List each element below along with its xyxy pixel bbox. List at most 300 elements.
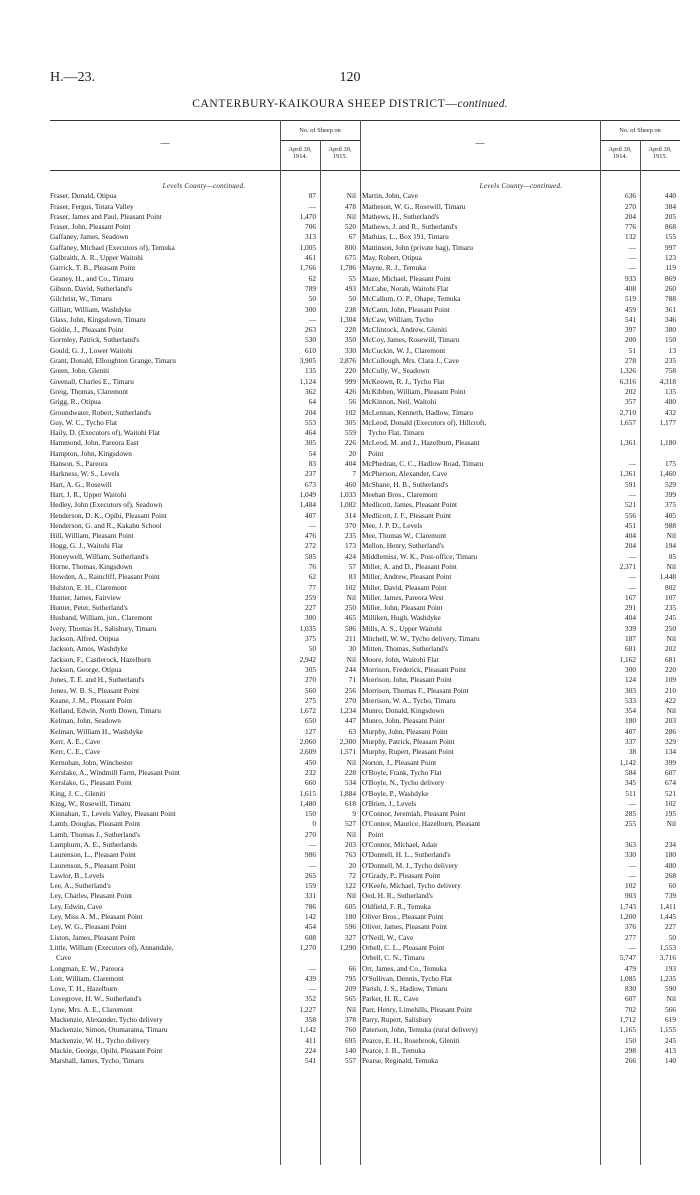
- sheep-1915: 71: [348, 675, 356, 685]
- table-row: [50, 531, 358, 541]
- table-row: [362, 490, 680, 500]
- sheep-1914: 305: [305, 438, 316, 448]
- owner-name: Husband, William, jun., Claremont: [50, 613, 153, 623]
- sheep-1915: 480: [665, 860, 676, 870]
- left-sheep-header: No. of Sheep on: [299, 127, 341, 134]
- table-row: [362, 789, 680, 799]
- owner-name: Mathews, H., Sutherland's: [362, 211, 439, 221]
- owner-name: Grigg, R., Otipua: [50, 397, 101, 407]
- sheep-1915: 211: [345, 634, 356, 644]
- owner-name: Gaffaney, Michael (Executors of), Temuka: [50, 242, 175, 252]
- owner-name: Lott, William, Claremont: [50, 973, 124, 983]
- sheep-1915: 869: [665, 273, 676, 283]
- table-row: [50, 469, 358, 479]
- sheep-1915: 228: [345, 325, 356, 335]
- table-row: [362, 706, 680, 716]
- sheep-1914: 530: [305, 335, 316, 345]
- table-row: [50, 943, 358, 953]
- table-row: [50, 603, 358, 613]
- sheep-1915: 868: [665, 222, 676, 232]
- table-row: [362, 294, 680, 304]
- owner-name: Pearce, J. B., Temuka: [362, 1045, 426, 1055]
- owner-name: Glass, John, Kingsdown, Timaru: [50, 314, 146, 324]
- owner-name: Oed, H. R., Sutherland's: [362, 891, 433, 901]
- sheep-1915: 193: [665, 963, 676, 973]
- sheep-1915: 1,448: [659, 572, 676, 582]
- owner-name: Geaney, H., and Co., Timaru: [50, 273, 134, 283]
- sheep-1915: 270: [345, 695, 356, 705]
- sheep-1914: 363: [625, 840, 636, 849]
- owner-name: McLennan, Kenneth, Hadlow, Timaru: [362, 407, 473, 417]
- sheep-1915: 590: [665, 984, 676, 994]
- table-row: [50, 727, 358, 737]
- table-row: [362, 1025, 680, 1035]
- sheep-1914: 407: [625, 726, 636, 736]
- sheep-1914: 404: [625, 531, 636, 541]
- table-row: [362, 613, 680, 623]
- sheep-1914: 3,905: [299, 356, 316, 366]
- sheep-1915: 245: [665, 1035, 676, 1045]
- owner-name: Fraser, John, Pleasant Point: [50, 222, 131, 232]
- sheep-1914: 650: [305, 716, 316, 726]
- sheep-1914: 608: [305, 932, 316, 942]
- sheep-1914: 903: [625, 891, 636, 901]
- sheep-1915: 195: [665, 809, 676, 819]
- owner-name: McCann, John, Pleasant Point: [362, 304, 450, 314]
- table-row: [362, 1046, 680, 1056]
- table-row: [50, 994, 358, 1004]
- sheep-1915: 1,786: [339, 263, 356, 273]
- sheep-1914: 439: [305, 973, 316, 983]
- sheep-1915: 203: [665, 716, 676, 726]
- owner-name: Galbraith, A. R., Upper Waitohi: [50, 253, 143, 263]
- owner-name: Middlemiss, W. K., Post-office, Timaru: [362, 551, 478, 561]
- owner-name: O'Neill, W., Cave: [362, 932, 414, 942]
- owner-name: Meehan Bros., Claremont: [362, 489, 438, 499]
- sheep-1914: —: [628, 263, 636, 273]
- sheep-1915: 997: [665, 242, 676, 252]
- sheep-1914: 933: [625, 273, 636, 283]
- table-row: [50, 830, 358, 840]
- owner-name: Hunter, James, Fairview: [50, 592, 122, 602]
- table-row: [50, 984, 358, 994]
- owner-name: Grant, Donald, Elloughton Grange, Timaru: [50, 356, 176, 366]
- sheep-1915: 9: [352, 809, 356, 819]
- county-subheading: [50, 181, 358, 191]
- table-row: [362, 624, 680, 634]
- owner-name: Greig, Thomas, Claremont: [50, 386, 129, 396]
- table-row: [362, 212, 680, 222]
- sheep-1915: 619: [665, 1015, 676, 1025]
- table-row: [50, 861, 358, 871]
- table-row: [362, 274, 680, 284]
- owner-name: Lamphurn, A. E., Sutherlands: [50, 840, 137, 849]
- table-row: [362, 438, 680, 448]
- table-row: [362, 933, 680, 943]
- sheep-1915: 802: [665, 582, 676, 592]
- sheep-1915: 618: [345, 798, 356, 808]
- sheep-1915: 250: [665, 623, 676, 633]
- sheep-1914: 1,326: [619, 366, 636, 376]
- sheep-1914: —: [628, 870, 636, 880]
- table-row: [50, 871, 358, 881]
- table-row: [362, 356, 680, 366]
- owner-name: O'Donnell, H. L., Sutherland's: [362, 850, 451, 860]
- sheep-1914: 270: [305, 829, 316, 839]
- sheep-1914: 180: [625, 716, 636, 726]
- owner-name: Mathias, L., Box 191, Timaru: [362, 232, 449, 242]
- sheep-1915: 795: [345, 973, 356, 983]
- sheep-1915: Nil: [346, 1004, 356, 1014]
- sheep-1914: 789: [305, 283, 316, 293]
- sheep-1915: 1,234: [339, 706, 356, 716]
- owner-name: Lawlor, B., Levels: [50, 870, 105, 880]
- sheep-1915: 194: [665, 541, 676, 551]
- owner-name: Kelman, William H., Washdyke: [50, 726, 143, 736]
- owner-name: McKinnon, Neil, Waitohi: [362, 397, 437, 407]
- sheep-1915: 173: [345, 541, 356, 551]
- table-row: [50, 438, 358, 448]
- owner-name: Murphy, Rupert, Pleasant Point: [362, 747, 454, 757]
- sheep-1915: 226: [345, 438, 356, 448]
- table-row: [362, 644, 680, 654]
- owner-name: McCabe, Norah, Waitohi Flat: [362, 283, 449, 293]
- sheep-1915: 20: [348, 448, 356, 458]
- sheep-1915: 380: [665, 325, 676, 335]
- sheep-1914: 358: [305, 1015, 316, 1025]
- table-row: [362, 634, 680, 644]
- sheep-1915: 424: [345, 551, 356, 561]
- table-row: [50, 686, 358, 696]
- owner-name: Howden, A., Raincliff, Pleasant Point: [50, 572, 160, 582]
- table-row: [362, 830, 680, 840]
- sheep-1915: 534: [345, 778, 356, 788]
- owner-name: McLeod, M. and J., Hazelburn, Pleasant: [362, 438, 480, 448]
- sheep-1914: 556: [625, 510, 636, 520]
- sheep-1915: 72: [348, 870, 356, 880]
- owner-name: Ley, Charles, Pleasant Point: [50, 891, 133, 901]
- sheep-1914: 404: [625, 613, 636, 623]
- owner-name: O'Brien, J., Levels: [362, 798, 417, 808]
- sheep-1914: 232: [305, 767, 316, 777]
- sheep-1915: Nil: [346, 654, 356, 664]
- table-row: [50, 1025, 358, 1035]
- sheep-1914: 127: [305, 726, 316, 736]
- sheep-1915: 220: [665, 664, 676, 674]
- sheep-1915: 220: [345, 366, 356, 376]
- owner-name: Fraser, James and Paul, Pleasant Point: [50, 211, 162, 221]
- sheep-1914: 237: [305, 469, 316, 479]
- table-row: [50, 778, 358, 788]
- table-row: [362, 974, 680, 984]
- owner-name: McShane, H. B., Sutherland's: [362, 479, 449, 489]
- sheep-1915: 478: [345, 201, 356, 211]
- owner-name: Kernohan, John, Winchester: [50, 757, 133, 767]
- table-row: [362, 377, 680, 387]
- owner-name: Medlicott, James, Pleasant Point: [362, 500, 458, 510]
- sheep-1914: —: [308, 520, 316, 530]
- sheep-1915: 13: [668, 345, 676, 355]
- sheep-1915: 440: [665, 191, 676, 201]
- sheep-1914: 660: [305, 778, 316, 788]
- sheep-1915: 370: [345, 520, 356, 530]
- sheep-1915: 758: [665, 366, 676, 376]
- owner-name: O'Boyle, Frank, Tycho Flat: [362, 767, 442, 777]
- owner-name: McLeod, Donald (Executors of), Hillcroft,: [362, 417, 487, 427]
- table-row: [362, 716, 680, 726]
- sheep-1915: 681: [665, 654, 676, 664]
- sheep-1915: 1,460: [659, 469, 676, 479]
- sheep-1915: Nil: [346, 211, 356, 221]
- table-row: [362, 541, 680, 551]
- table-row: [362, 387, 680, 397]
- owner-name: Liston, James, Pleasant Point: [50, 932, 136, 942]
- owner-name: Miller, A. and D., Pleasant Point: [362, 561, 457, 571]
- table-row: [362, 1036, 680, 1046]
- sheep-1914: 1,712: [619, 1015, 636, 1025]
- sheep-1915: 1,290: [339, 942, 356, 952]
- owner-name: Lyne, Mrs. A. E., Claremont: [50, 1004, 133, 1014]
- page-reference: H.—23.: [50, 70, 96, 85]
- sheep-1915: 57: [348, 561, 356, 571]
- sheep-1914: 2,371: [619, 561, 636, 571]
- sheep-1915: 245: [665, 613, 676, 623]
- table-row: [50, 655, 358, 665]
- sheep-1914: 354: [625, 706, 636, 716]
- owner-name: Pearse, Reginald, Temuka: [362, 1056, 438, 1066]
- table-row: [362, 861, 680, 871]
- owner-name: O'Boyle, P., Washdyke: [362, 788, 429, 798]
- sheep-1915: 140: [345, 1045, 356, 1055]
- sheep-1914: 1,361: [619, 438, 636, 448]
- owner-name: Milliken, Hugh, Washdyke: [362, 613, 441, 623]
- sheep-1915: 674: [665, 778, 676, 788]
- table-row: [50, 583, 358, 593]
- owner-name: Horne, Thomas, Kingsdown: [50, 561, 133, 571]
- owner-name: Parr, Henry, Limehills, Pleasant Point: [362, 1004, 473, 1014]
- sheep-1914: 291: [625, 603, 636, 613]
- sheep-1915: 988: [665, 520, 676, 530]
- sheep-1915: 203: [345, 840, 356, 849]
- sheep-1915: 50: [348, 294, 356, 304]
- sheep-1915: 227: [665, 922, 676, 932]
- owner-name: Murphy, John, Pleasant Point: [362, 726, 448, 736]
- table-row: [50, 665, 358, 675]
- table-row: [362, 346, 680, 356]
- sheep-1914: 50: [308, 644, 316, 654]
- sheep-1915: 399: [665, 757, 676, 767]
- sheep-1914: 313: [305, 232, 316, 242]
- table-row: [50, 356, 358, 366]
- sheep-1915: 235: [665, 356, 676, 366]
- sheep-1914: 5,747: [619, 953, 636, 963]
- owner-name: Munro, John, Pleasant Point: [362, 716, 445, 726]
- owner-name: Fraser, Donald, Otipua: [50, 191, 117, 201]
- owner-name: Gormley, Patrick, Sutherland's: [50, 335, 140, 345]
- sheep-1915: 566: [665, 1004, 676, 1014]
- sheep-1915: 4,318: [659, 376, 676, 386]
- sheep-1914: 776: [625, 222, 636, 232]
- sheep-1914: 270: [625, 201, 636, 211]
- table-row: [50, 191, 358, 201]
- table-row: [50, 284, 358, 294]
- sheep-1914: 521: [625, 500, 636, 510]
- table-row: [50, 243, 358, 253]
- owner-name: Miller, Andrew, Pleasant Point: [362, 572, 452, 582]
- owner-name: Jackson, Amos, Washdyke: [50, 644, 128, 654]
- table-row: [50, 408, 358, 418]
- owner-name: King, W., Rosewill, Timaru: [50, 798, 131, 808]
- sheep-1914: 255: [625, 819, 636, 829]
- left-header-1914: April 30, 1914.: [288, 146, 312, 160]
- sheep-1915: 399: [665, 489, 676, 499]
- sheep-1914: 277: [625, 932, 636, 942]
- owner-name: Ley, W. G., Pleasant Point: [50, 922, 127, 932]
- sheep-1914: 202: [625, 386, 636, 396]
- sheep-1914: 330: [625, 850, 636, 860]
- owner-name: McPherson, Alexander, Cave: [362, 469, 448, 479]
- table-row: [50, 562, 358, 572]
- table-row: [362, 511, 680, 521]
- page-title: [0, 98, 700, 110]
- owner-name: May, Robert, Otipua: [362, 253, 422, 263]
- sheep-1915: 305: [345, 417, 356, 427]
- sheep-1914: 830: [625, 984, 636, 994]
- sheep-1914: 407: [305, 510, 316, 520]
- table-row: [362, 397, 680, 407]
- sheep-1915: 1,445: [659, 912, 676, 922]
- sheep-1915: 55: [348, 273, 356, 283]
- sheep-1914: —: [628, 860, 636, 870]
- sheep-1914: 298: [625, 1045, 636, 1055]
- sheep-1914: —: [628, 551, 636, 561]
- owner-name: Kinnahan, T., Levels Valley, Pleasant Point: [50, 809, 176, 819]
- sheep-1914: 585: [305, 551, 316, 561]
- sheep-1914: 1,142: [619, 757, 636, 767]
- sheep-1914: 1,766: [299, 263, 316, 273]
- table-row: [50, 696, 358, 706]
- sheep-1915: 238: [345, 304, 356, 314]
- sheep-1915: 20: [348, 860, 356, 870]
- owner-name: McCully, W., Seadown: [362, 366, 430, 376]
- owner-name: Lee, A., Sutherland's: [50, 881, 111, 891]
- table-row: [362, 655, 680, 665]
- sheep-1915: 63: [348, 726, 356, 736]
- sheep-1914: 200: [625, 335, 636, 345]
- owner-name: Martin, John, Cave: [362, 191, 418, 201]
- sheep-1915: 67: [348, 232, 356, 242]
- table-row: [50, 933, 358, 943]
- owner-name: Miller, David, Pleasant Point: [362, 582, 447, 592]
- sheep-1914: 553: [305, 417, 316, 427]
- table-row: [362, 408, 680, 418]
- table-row: [50, 891, 358, 901]
- sheep-1915: 529: [665, 479, 676, 489]
- sheep-1914: —: [628, 459, 636, 469]
- sheep-1914: —: [628, 489, 636, 499]
- sheep-1914: 461: [305, 253, 316, 263]
- owner-name: Mackenzie, Alexander, Tycho delivery: [50, 1015, 163, 1025]
- table-row: [362, 675, 680, 685]
- table-row: [362, 583, 680, 593]
- table-row: [362, 1056, 680, 1066]
- owner-name: McKibben, William, Pleasant Point: [362, 386, 466, 396]
- sheep-1915: 235: [665, 603, 676, 613]
- owner-name: Haily, D. (Executors of), Waitohi Flat: [50, 428, 160, 438]
- sheep-1914: —: [628, 572, 636, 582]
- owner-name: Mellon, Henry, Sutherland's: [362, 541, 444, 551]
- sheep-1915: 50: [668, 932, 676, 942]
- sheep-1914: 397: [625, 325, 636, 335]
- owner-name: McClintock, Andrew, Gleniti: [362, 325, 448, 335]
- table-row: [362, 1005, 680, 1015]
- sheep-1914: 541: [625, 314, 636, 324]
- sheep-1914: 706: [305, 222, 316, 232]
- sheep-1915: 268: [665, 870, 676, 880]
- owner-name: Mee, J. P. D., Levels: [362, 520, 423, 530]
- table-row: [50, 1015, 358, 1025]
- owner-name: Paterson, John, Temuka (rural delivery): [362, 1025, 478, 1035]
- table-row: [362, 593, 680, 603]
- sheep-1914: 272: [305, 541, 316, 551]
- sheep-1914: 6,316: [619, 376, 636, 386]
- table-row: [362, 850, 680, 860]
- sheep-1914: 607: [625, 994, 636, 1004]
- sheep-1914: 476: [305, 531, 316, 541]
- sheep-1915: 228: [345, 767, 356, 777]
- table-row: [50, 521, 358, 531]
- table-row: [362, 315, 680, 325]
- sheep-1914: 454: [305, 922, 316, 932]
- sheep-1914: 986: [305, 850, 316, 860]
- sheep-1915: 2,300: [339, 737, 356, 747]
- sheep-1914: 300: [305, 304, 316, 314]
- table-row: [50, 366, 358, 376]
- sheep-1915: 739: [665, 891, 676, 901]
- owner-name: Laurenson, S., Pleasant Point: [50, 860, 136, 870]
- sheep-1915: 1,571: [339, 747, 356, 757]
- table-row: [50, 1036, 358, 1046]
- owner-name: Goldie, J., Pleasant Point: [50, 325, 124, 335]
- sheep-1915: 800: [345, 242, 356, 252]
- table-row: [362, 366, 680, 376]
- table-row: [50, 335, 358, 345]
- table-row: [50, 850, 358, 860]
- table-row: [50, 541, 358, 551]
- sheep-1915: 66: [348, 963, 356, 973]
- sheep-1915: Nil: [666, 634, 676, 644]
- sheep-1914: 459: [625, 304, 636, 314]
- owner-name: Harkness, W. S., Levels: [50, 469, 120, 479]
- table-row: [362, 325, 680, 335]
- sheep-1915: 1,155: [659, 1025, 676, 1035]
- owner-name: Mackenzie, W. H., Tycho delivery: [50, 1035, 150, 1045]
- sheep-1914: 187: [625, 634, 636, 644]
- table-row: [50, 511, 358, 521]
- sheep-1915: 521: [665, 788, 676, 798]
- center-divider: [360, 120, 361, 1165]
- sheep-1914: 2,609: [299, 747, 316, 757]
- title-suffix: continued.: [457, 98, 508, 110]
- sheep-1915: 527: [345, 819, 356, 829]
- table-row: [362, 572, 680, 582]
- table-row: [362, 562, 680, 572]
- sheep-1914: 1,124: [299, 376, 316, 386]
- sheep-1914: —: [628, 942, 636, 952]
- sheep-1915: 175: [665, 459, 676, 469]
- table-row: [362, 202, 680, 212]
- sheep-1914: 2,942: [299, 654, 316, 664]
